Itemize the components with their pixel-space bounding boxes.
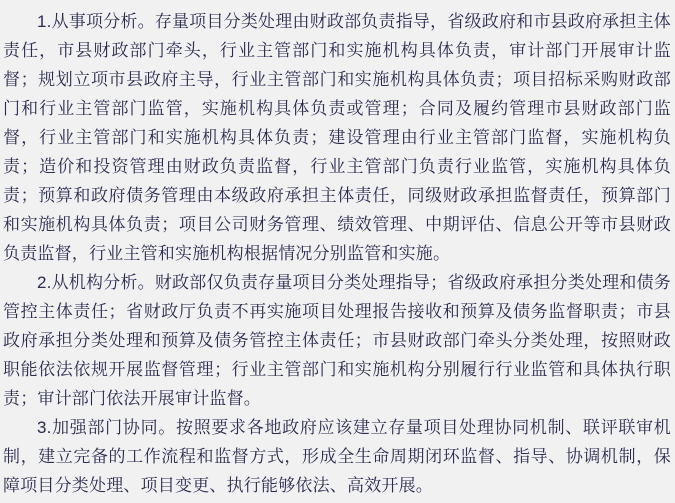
paragraph-department-coordination: 3.加强部门协同。按照要求各地政府应该建立存量项目处理协同机制、联评联审机制，建立完备的工作流程和监督方式，形成全生命周期闭环监督、指导、协调机制，保障项目分类处理、项目变更、执行能够依法、高效开展。 (3, 418, 671, 495)
paragraph-item-analysis: 1.从事项分析。存量项目分类处理由财政部负责指导，省级政府和市县政府承担主体责任，市县财政部门牵头，行业主管部门和实施机构具体负责，审计部门开展审计监督；规划立项市县政府主导，行业主管部门和实施机构具体负责；项目招标采购财政部门和行业主管部门监管，实施机构具体负责或管理；合同及履约管理市县财政部门监督，行业主管部门和实施机构具体负责；建设管理由行业主管部门监督，实施机构负责；造价和投资管理由财政负责监督，行业主管部门负责行业监管，实施机构具体负责；预算和政府债务管理由本级政府承担主体责任，同级财政承担监督责任，预算部门和实施机构具体负责；项目公司财务管理、绩效管理、中期评估、信息公开等市县财政负责监督，行业主管和实施机构根据情况分别监管和实施。 (3, 12, 671, 263)
paragraph-agency-analysis: 2.从机构分析。财政部仅负责存量项目分类处理指导；省级政府承担分类处理和债务管控主体责任；省财政厅负责不再实施项目处理报告接收和预算及债务监督职责；市县政府承担分类处理和预算及债务管控主体责任；市县财政部门牵头分类处理，按照财政职能依法依规开展监督管理；行业主管部门和实施机构分别履行行业监管和具体执行职责；审计部门依法开展审计监督。 (3, 273, 671, 408)
